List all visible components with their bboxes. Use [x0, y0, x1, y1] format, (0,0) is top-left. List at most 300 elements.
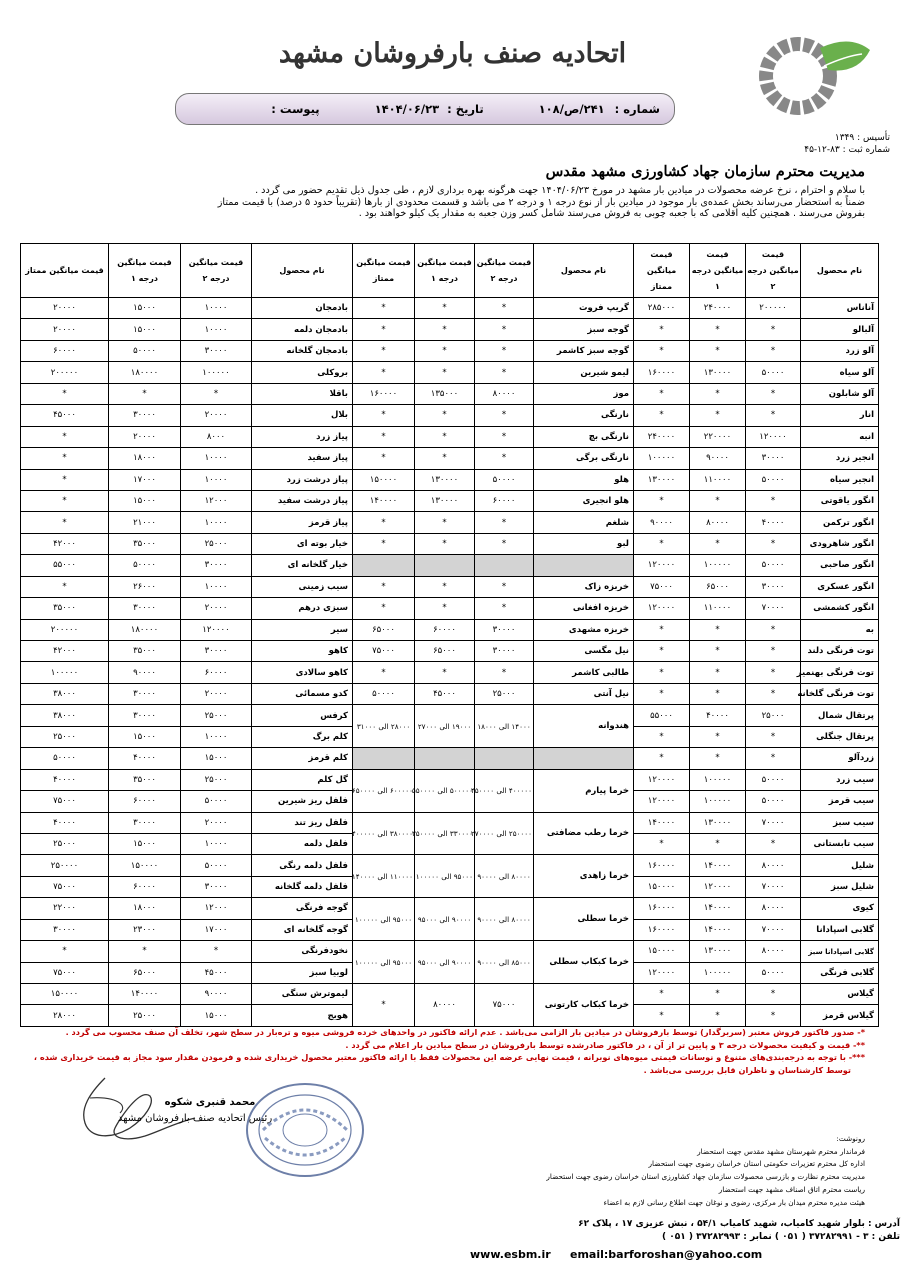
price-grade2-cell: ۸۰۰۰۰ — [746, 941, 801, 962]
product-name-cell: آلو زرد — [801, 340, 879, 361]
signer-name: محمد قنبری شکوه — [164, 1097, 256, 1108]
price-grade1-cell: ۶۰۰۰۰ — [109, 791, 181, 812]
price-premium-cell: ۵۰۰۰۰ — [353, 683, 415, 704]
price-grade1-cell: * — [415, 576, 475, 597]
price-grade2-cell: ۸۰۰۰۰ الی ۹۰۰۰۰ — [475, 855, 534, 898]
price-premium-cell: * — [353, 426, 415, 447]
price-grade1-cell: ۴۰۰۰۰ — [690, 705, 746, 726]
product-name-cell: هلو — [534, 469, 634, 490]
price-premium-cell: ۱۰۰۰۰۰ — [634, 448, 690, 469]
table-row — [21, 641, 879, 662]
cc-item: فرماندار محترم شهرستان مشهد مقدس جهت استحضار — [697, 1146, 865, 1156]
price-premium-cell: * — [353, 362, 415, 383]
product-name-cell: سیب زمینی — [252, 576, 353, 597]
price-grade1-cell: * — [415, 662, 475, 683]
price-premium-cell: * — [21, 512, 109, 533]
product-name-cell: گلابی اسپادانا — [801, 919, 879, 940]
price-grade1-cell: ۸۰۰۰۰ — [690, 512, 746, 533]
product-name-cell: لبو — [534, 533, 634, 554]
price-grade2-cell: * — [475, 426, 534, 447]
price-premium-cell: * — [21, 469, 109, 490]
price-grade1-cell: ۸۰۰۰۰ — [415, 984, 475, 1027]
union-title: اتحادیه صنف بارفروشان مشهد — [278, 38, 627, 69]
product-name-cell: آناناس — [801, 298, 879, 319]
price-premium-cell: * — [634, 984, 690, 1005]
established-year: تأسیس : ۱۳۴۹ — [834, 133, 890, 143]
product-name-cell: خربزه افغانی — [534, 598, 634, 619]
price-grade2-cell: ۱۷۰۰۰ — [181, 919, 252, 940]
price-grade2-cell: ۲۰۰۰۰ — [181, 598, 252, 619]
price-grade1-cell: ۱۳۰۰۰۰ — [690, 941, 746, 962]
product-name-cell: سیب قرمز — [801, 791, 879, 812]
table-row — [21, 662, 879, 683]
price-grade1-cell: * — [415, 362, 475, 383]
price-grade1-cell: * — [690, 405, 746, 426]
product-name-cell: خربزه مشهدی — [534, 619, 634, 640]
product-name-cell: انگور عسکری — [801, 576, 879, 597]
product-name-cell: هندوانه — [534, 705, 634, 748]
table-row — [21, 683, 879, 704]
price-grade1-cell: * — [690, 833, 746, 854]
price-premium-cell: ۲۸۰۰۰ — [21, 1005, 109, 1026]
price-premium-cell: * — [634, 340, 690, 361]
price-premium-cell: ۶۰۰۰۰۰ الی ۶۵۰۰۰۰ — [353, 769, 415, 812]
price-premium-cell: * — [21, 576, 109, 597]
price-grade1-cell: ۱۳۰۰۰۰ — [415, 469, 475, 490]
product-name-cell: گریپ فروت — [534, 298, 634, 319]
table-row — [21, 533, 879, 554]
product-name-cell: گوجه سبز — [534, 319, 634, 340]
price-grade2-cell: ۹۰۰۰۰ — [181, 984, 252, 1005]
price-premium-cell: ۶۰۰۰۰ — [21, 340, 109, 361]
price-grade1-cell: * — [690, 683, 746, 704]
price-grade1-cell: ۱۵۰۰۰ — [109, 319, 181, 340]
header-premium: قیمت میانگین ممتاز — [21, 244, 109, 298]
product-name-cell: به — [801, 619, 879, 640]
price-premium-cell: ۳۸۰۰۰ — [21, 683, 109, 704]
price-grade1-cell: * — [109, 383, 181, 404]
product-name-cell: گوجه فرنگی — [252, 898, 353, 919]
table-row — [21, 319, 879, 340]
product-name-cell: بروکلی — [252, 362, 353, 383]
price-premium-cell: * — [634, 619, 690, 640]
cc-title: رونوشت: — [836, 1134, 865, 1143]
price-grade2-cell: ۲۵۰۰۰۰ الی ۲۷۰۰۰۰ — [475, 812, 534, 855]
price-grade2-cell: ۳۰۰۰۰ — [746, 448, 801, 469]
table-row — [21, 426, 879, 447]
footer-contact — [480, 1218, 900, 1270]
price-premium-cell: * — [353, 533, 415, 554]
price-grade1-cell: ۱۵۰۰۰ — [109, 490, 181, 511]
table-row — [21, 448, 879, 469]
price-grade1-cell: ۴۵۰۰۰ — [415, 683, 475, 704]
table-row — [21, 855, 879, 876]
price-grade1-cell: ۱۵۰۰۰ — [109, 726, 181, 747]
product-name-cell: نارنگی بچ — [534, 426, 634, 447]
price-premium-cell: * — [353, 405, 415, 426]
price-grade1-cell: ۱۳۰۰۰۰ — [690, 362, 746, 383]
product-name-cell: باقلا — [252, 383, 353, 404]
price-premium-cell: ۱۲۰۰۰۰ — [634, 598, 690, 619]
price-premium-cell: ۱۲۰۰۰۰ — [634, 791, 690, 812]
price-table — [20, 243, 879, 1027]
header-name: نام محصول — [801, 244, 879, 298]
price-grade1-cell: ۱۴۰۰۰۰ — [690, 919, 746, 940]
price-grade1-cell: ۱۸۰۰۰ — [109, 448, 181, 469]
price-premium-cell: * — [21, 941, 109, 962]
price-grade2-cell: * — [475, 576, 534, 597]
product-name-cell: کلم برگ — [252, 726, 353, 747]
footer-address: آدرس : بلوار شهید کامیاب، شهید کامیاب ۵۴/۱ ، نبش عزیزی ۱۷ ، پلاک ۶۲ — [578, 1219, 900, 1229]
header-grade1: قیمت میانگین درجه ۱ — [109, 244, 181, 298]
product-name-cell: انگور ترکمن — [801, 512, 879, 533]
price-grade1-cell: * — [415, 598, 475, 619]
price-grade2-cell: * — [746, 1005, 801, 1026]
table-row — [21, 298, 879, 319]
price-premium-cell: ۲۴۰۰۰۰ — [634, 426, 690, 447]
price-premium-cell: ۲۲۰۰۰ — [21, 898, 109, 919]
price-grade2-cell: * — [475, 340, 534, 361]
cc-list — [465, 1133, 865, 1209]
price-grade2-cell: * — [746, 984, 801, 1005]
price-grade1-cell: ۲۳۰۰۰ — [109, 919, 181, 940]
header-grade2: قیمت میانگین درجه ۲ — [181, 244, 252, 298]
product-name-cell: کاهو — [252, 641, 353, 662]
product-name-cell: خرما پیارم — [534, 769, 634, 812]
price-grade2-cell: ۴۰۰۰۰ — [746, 512, 801, 533]
product-name-cell: نارنگی — [534, 405, 634, 426]
price-grade2-cell: ۷۰۰۰۰ — [746, 876, 801, 897]
price-premium-cell: ۹۰۰۰۰ — [634, 512, 690, 533]
price-grade2-cell: ۷۰۰۰۰ — [746, 919, 801, 940]
price-premium-cell: * — [634, 641, 690, 662]
table-row — [21, 598, 879, 619]
table-row — [21, 705, 879, 726]
price-grade2-cell: ۱۲۰۰۰ — [181, 898, 252, 919]
product-name-cell: گیلاس قرمز — [801, 1005, 879, 1026]
product-name-cell: انگور یاقوتی — [801, 490, 879, 511]
intro-text — [35, 185, 865, 220]
signature-icon — [60, 1068, 200, 1148]
header-grade1: قیمت میانگین درجه ۱ — [690, 244, 746, 298]
table-body — [21, 298, 879, 1027]
price-grade1-cell: * — [415, 340, 475, 361]
product-name-cell: لوبیا سبز — [252, 962, 353, 983]
header-premium: قیمت میانگین ممتاز — [634, 244, 690, 298]
price-premium-cell: ۴۰۰۰۰ — [21, 769, 109, 790]
price-grade1-cell: ۳۰۰۰۰ — [109, 405, 181, 426]
price-grade2-cell: * — [475, 405, 534, 426]
product-name-cell: خرما کبکاب کارتونی — [534, 984, 634, 1027]
price-premium-cell: * — [634, 748, 690, 769]
price-grade2-cell: * — [475, 662, 534, 683]
establishment-info — [770, 132, 890, 156]
table-row — [21, 512, 879, 533]
price-grade1-cell: * — [415, 512, 475, 533]
price-grade2-cell: ۳۰۰۰۰ — [181, 340, 252, 361]
price-grade2-cell: ۵۰۰۰۰ — [181, 791, 252, 812]
table-row — [21, 383, 879, 404]
product-name-cell: فلفل دلمه — [252, 833, 353, 854]
price-grade1-cell: ۶۰۰۰۰ — [109, 876, 181, 897]
price-premium-cell: * — [353, 448, 415, 469]
price-grade1-cell: ۱۸۰۰۰۰ — [109, 619, 181, 640]
price-premium-cell: * — [634, 833, 690, 854]
product-name-cell: کلم قرمز — [252, 748, 353, 769]
table-row — [21, 769, 879, 790]
price-premium-cell: ۹۵۰۰۰ الی ۱۰۰۰۰۰ — [353, 941, 415, 984]
price-grade2-cell: ۲۵۰۰۰ — [181, 705, 252, 726]
price-grade1-cell: ۱۲۰۰۰۰ — [690, 876, 746, 897]
price-premium-cell: ۴۰۰۰۰ — [21, 812, 109, 833]
price-premium-cell — [353, 748, 415, 769]
price-premium-cell: ۱۲۰۰۰۰ — [634, 962, 690, 983]
product-name-cell: فلفل دلمه گلخانه — [252, 876, 353, 897]
price-grade2-cell: ۲۵۰۰۰ — [181, 533, 252, 554]
price-grade1-cell: ۹۰۰۰۰ الی ۹۵۰۰۰ — [415, 941, 475, 984]
price-grade1-cell: ۳۰۰۰۰ — [109, 705, 181, 726]
price-grade2-cell: ۵۰۰۰۰ — [181, 855, 252, 876]
price-grade1-cell: ۲۱۰۰۰ — [109, 512, 181, 533]
price-grade2-cell: ۱۲۰۰۰۰ — [181, 619, 252, 640]
price-premium-cell: * — [634, 319, 690, 340]
price-premium-cell: ۱۶۰۰۰۰ — [634, 919, 690, 940]
header-grade2: قیمت میانگین درجه ۲ — [475, 244, 534, 298]
header-premium: قیمت میانگین ممتاز — [353, 244, 415, 298]
footnote: ***- با توجه به درجه‌بندی‌های متنوع و نوسانات قیمتی میوه‌های نوبرانه ، قیمت نهایی عرضه این محصولات فقط با ارائه فاکتور معتبر محصول خریداری شده و فرمودن مقدار سود مجاز به قیمت خریداری شده ، — [33, 1052, 865, 1062]
price-grade1-cell: ۱۸۰۰۰۰ — [109, 362, 181, 383]
price-grade2-cell: ۳۰۰۰۰ — [475, 641, 534, 662]
signer-title: رئیس اتحادیه صنف بارفروشان مشهد — [117, 1113, 273, 1124]
price-premium-cell: * — [634, 405, 690, 426]
price-premium-cell: ۱۴۰۰۰۰ — [634, 812, 690, 833]
product-name-cell: گل کلم — [252, 769, 353, 790]
footer-email[interactable]: email:barforoshan@yahoo.com — [570, 1248, 763, 1261]
price-grade1-cell: * — [690, 984, 746, 1005]
price-premium-cell: ۴۲۰۰۰ — [21, 533, 109, 554]
price-grade1-cell: ۹۰۰۰۰ الی ۹۵۰۰۰ — [415, 898, 475, 941]
product-name-cell: نارنگی برگی — [534, 448, 634, 469]
price-premium-cell: * — [353, 298, 415, 319]
product-name-cell: گوجه گلخانه ای — [252, 919, 353, 940]
price-grade2-cell: ۷۵۰۰۰ — [475, 984, 534, 1027]
price-grade2-cell: ۱۴۰۰۰ الی ۱۸۰۰۰ — [475, 705, 534, 748]
price-grade2-cell: ۲۰۰۰۰ — [181, 405, 252, 426]
price-premium-cell: ۲۰۰۰۰ — [21, 298, 109, 319]
price-premium-cell: * — [353, 319, 415, 340]
product-name-cell: پیاز سفید — [252, 448, 353, 469]
price-grade2-cell: ۵۰۰۰۰ — [746, 962, 801, 983]
price-grade1-cell: ۲۰۰۰۰ — [109, 426, 181, 447]
price-grade2-cell: * — [475, 362, 534, 383]
price-grade2-cell: ۳۰۰۰۰ — [475, 619, 534, 640]
table-row — [21, 576, 879, 597]
price-premium-cell: ۷۵۰۰۰ — [21, 791, 109, 812]
price-grade1-cell: * — [109, 941, 181, 962]
price-premium-cell: ۳۸۰۰۰ — [21, 705, 109, 726]
header-grade2: قیمت میانگین درجه ۲ — [746, 244, 801, 298]
product-name-cell: پیاز قرمز — [252, 512, 353, 533]
price-grade1-cell: ۱۴۰۰۰۰ — [109, 984, 181, 1005]
price-premium-cell: ۷۵۰۰۰ — [21, 876, 109, 897]
price-grade1-cell: ۱۴۰۰۰۰ — [690, 855, 746, 876]
product-name-cell: توت فرنگی گلخانه — [801, 683, 879, 704]
price-grade2-cell — [475, 748, 534, 769]
price-grade1-cell: * — [690, 1005, 746, 1026]
price-premium-cell: ۲۸۰۰۰ الی ۳۱۰۰۰ — [353, 705, 415, 748]
table-row — [21, 555, 879, 576]
price-premium-cell: ۲۵۰۰۰ — [21, 726, 109, 747]
price-grade2-cell: * — [746, 662, 801, 683]
product-name-cell: زردآلو — [801, 748, 879, 769]
price-grade1-cell — [415, 555, 475, 576]
price-premium-cell: * — [634, 683, 690, 704]
footnote: **- قیمت و کیفیت محصولات درجه ۳ و پایین تر از آن ، در فاکتور صادرشده توسط بارفروشان در سطح میادین بار اعلام می گردد . — [345, 1039, 865, 1050]
addressee: مدیریت محترم سازمان جهاد کشاورزی مشهد مقدس — [545, 163, 865, 180]
price-grade1-cell: * — [690, 662, 746, 683]
price-premium-cell: ۷۵۰۰۰ — [634, 576, 690, 597]
table-row — [21, 619, 879, 640]
price-grade2-cell: ۸۰۰۰ — [181, 426, 252, 447]
price-grade2-cell — [475, 555, 534, 576]
price-premium-cell: * — [634, 383, 690, 404]
price-premium-cell: ۵۰۰۰۰ — [21, 748, 109, 769]
price-grade2-cell: ۱۰۰۰۰ — [181, 576, 252, 597]
table-header-row — [21, 244, 879, 298]
product-name-cell: پیاز زرد — [252, 426, 353, 447]
cc-item: اداره کل محترم تعزیرات حکومتی استان خراسان رضوی جهت استحضار — [648, 1159, 865, 1169]
price-premium-cell: * — [353, 598, 415, 619]
price-grade1-cell: ۱۵۰۰۰ — [109, 833, 181, 854]
header-grade1: قیمت میانگین درجه ۱ — [415, 244, 475, 298]
price-premium-cell: ۳۸۰۰۰۰ الی ۴۰۰۰۰۰ — [353, 812, 415, 855]
price-premium-cell: ۱۵۰۰۰۰ — [634, 941, 690, 962]
price-grade1-cell: * — [690, 748, 746, 769]
price-premium-cell: ۷۵۰۰۰ — [353, 641, 415, 662]
price-premium-cell: ۳۵۰۰۰ — [21, 598, 109, 619]
product-name-cell: پیاز درشت زرد — [252, 469, 353, 490]
table-row — [21, 984, 879, 1005]
price-grade1-cell: ۱۳۰۰۰۰ — [690, 812, 746, 833]
product-name-cell: خرما سطلی — [534, 898, 634, 941]
price-grade1-cell: * — [690, 383, 746, 404]
product-name-cell: گوجه سبز کاشمر — [534, 340, 634, 361]
price-grade2-cell: * — [746, 619, 801, 640]
price-premium-cell: ۱۶۰۰۰۰ — [634, 898, 690, 919]
price-grade2-cell: ۱۵۰۰۰ — [181, 748, 252, 769]
product-name-cell: فلفل ریز تند — [252, 812, 353, 833]
price-grade1-cell: ۵۰۰۰۰۰ الی ۵۵۰۰۰۰ — [415, 769, 475, 812]
union-logo-icon — [758, 36, 876, 136]
price-grade2-cell: ۳۰۰۰۰ — [181, 641, 252, 662]
price-grade1-cell: ۹۰۰۰۰ — [109, 662, 181, 683]
price-grade1-cell: ۲۲۰۰۰۰ — [690, 426, 746, 447]
table-row — [21, 490, 879, 511]
price-premium-cell: ۱۵۰۰۰۰ — [353, 469, 415, 490]
price-premium-cell: * — [21, 426, 109, 447]
product-name-cell: نیل آنتی — [534, 683, 634, 704]
price-grade1-cell: ۶۵۰۰۰ — [690, 576, 746, 597]
price-grade1-cell: ۹۵۰۰۰ الی ۱۰۰۰۰۰ — [415, 855, 475, 898]
price-premium-cell: ۴۲۰۰۰ — [21, 641, 109, 662]
price-grade2-cell: ۱۰۰۰۰ — [181, 833, 252, 854]
header-name: نام محصول — [534, 244, 634, 298]
product-name-cell: بلال — [252, 405, 353, 426]
price-premium-cell: ۱۶۰۰۰۰ — [634, 855, 690, 876]
price-grade1-cell: ۳۵۰۰۰ — [109, 769, 181, 790]
product-name-cell: پیاز درشت سفید — [252, 490, 353, 511]
price-grade1-cell: ۱۵۰۰۰۰ — [109, 855, 181, 876]
price-premium-cell: ۱۶۰۰۰۰ — [634, 362, 690, 383]
product-name-cell: آلبالو — [801, 319, 879, 340]
price-premium-cell: ۳۰۰۰۰ — [21, 919, 109, 940]
price-grade1-cell: ۱۵۰۰۰ — [109, 298, 181, 319]
table-row — [21, 340, 879, 361]
price-premium-cell: ۱۵۰۰۰۰ — [21, 984, 109, 1005]
price-grade2-cell: ۱۲۰۰۰ — [181, 490, 252, 511]
product-name-cell: کرفس — [252, 705, 353, 726]
table-row — [21, 469, 879, 490]
product-name-cell: سبزی درهم — [252, 598, 353, 619]
price-grade2-cell: ۸۰۰۰۰ — [475, 383, 534, 404]
price-grade2-cell: * — [746, 726, 801, 747]
price-grade1-cell: ۱۱۰۰۰۰ — [690, 598, 746, 619]
price-grade2-cell: ۲۰۰۰۰ — [181, 812, 252, 833]
price-grade1-cell: ۵۰۰۰۰ — [109, 340, 181, 361]
intro-line: ضمناً به استحضار می‌رساند بخش عمده‌ی بار موجود در میادین بار از نوع درجه ۱ و درجه ۲ می باشد و قسمت محدودی از بارها (تقریباً حدود ۵ درصد) با قیمت ممتاز — [217, 196, 865, 208]
product-name-cell: شلیل — [801, 855, 879, 876]
price-grade2-cell: ۶۰۰۰۰ — [181, 662, 252, 683]
price-premium-cell: * — [353, 340, 415, 361]
price-grade2-cell: ۵۰۰۰۰ — [746, 769, 801, 790]
price-grade1-cell: * — [690, 641, 746, 662]
price-premium-cell: ۴۵۰۰۰ — [21, 405, 109, 426]
price-grade1-cell: * — [415, 298, 475, 319]
price-grade2-cell: * — [475, 298, 534, 319]
price-grade1-cell: ۱۷۰۰۰ — [109, 469, 181, 490]
price-grade2-cell: ۱۵۰۰۰ — [181, 1005, 252, 1026]
price-grade2-cell: ۱۰۰۰۰ — [181, 469, 252, 490]
price-grade2-cell: * — [475, 319, 534, 340]
price-grade2-cell: ۱۰۰۰۰۰ — [181, 362, 252, 383]
product-name-cell: انبه — [801, 426, 879, 447]
price-grade1-cell: ۱۱۰۰۰۰ — [690, 469, 746, 490]
price-grade1-cell: * — [415, 319, 475, 340]
footer-website[interactable]: www.esbm.ir — [470, 1248, 551, 1261]
price-grade1-cell: * — [690, 726, 746, 747]
price-grade2-cell: ۵۰۰۰۰ — [746, 362, 801, 383]
price-premium-cell: ۲۰۰۰۰۰ — [21, 362, 109, 383]
price-grade2-cell: ۱۲۰۰۰۰ — [746, 426, 801, 447]
product-name-cell: موز — [534, 383, 634, 404]
product-name-cell: هویج — [252, 1005, 353, 1026]
price-grade1-cell — [415, 748, 475, 769]
intro-line: بفروش می‌رسند . همچنین کلیه اقلامی که با جعبه چوبی به فروش می‌رسند شامل کسر وزن جعبه به مقدار یک کیلو خواهند بود . — [358, 208, 865, 220]
product-name-cell: بادمجان گلخانه — [252, 340, 353, 361]
price-premium-cell: ۶۵۰۰۰ — [353, 619, 415, 640]
price-grade2-cell: ۶۰۰۰۰ — [475, 490, 534, 511]
letter-number: ۲۴۱/ص/۱۰۸ — [538, 102, 605, 116]
product-name-cell: نخودفرنگی — [252, 941, 353, 962]
product-name-cell: آلو سیاه — [801, 362, 879, 383]
price-premium-cell — [353, 555, 415, 576]
price-premium-cell: ۲۵۰۰۰۰ — [21, 855, 109, 876]
price-grade2-cell: ۲۵۰۰۰ — [746, 705, 801, 726]
price-grade2-cell: ۳۰۰۰۰ — [181, 555, 252, 576]
price-grade1-cell: * — [690, 490, 746, 511]
product-name-cell: انگور صاحبی — [801, 555, 879, 576]
price-grade2-cell: ۸۵۰۰۰ الی ۹۰۰۰۰ — [475, 941, 534, 984]
